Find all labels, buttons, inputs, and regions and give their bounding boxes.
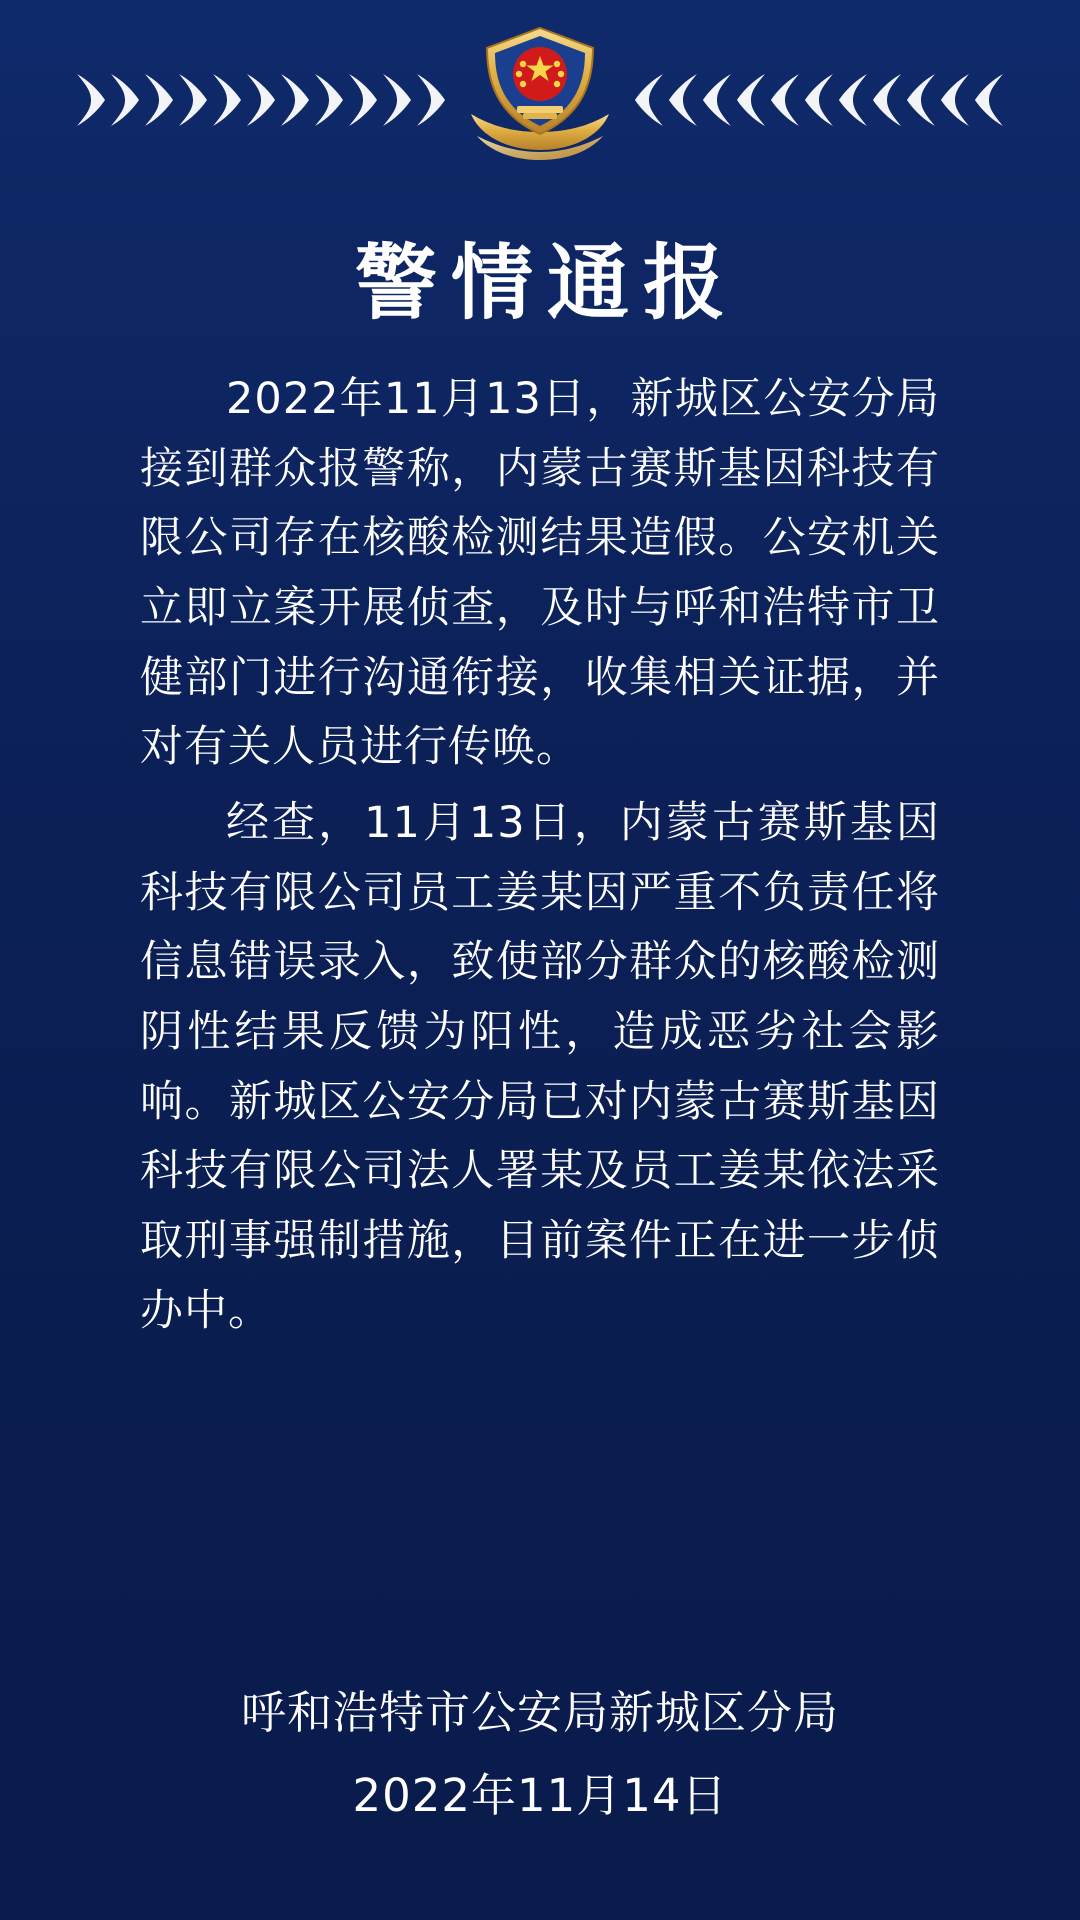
chevron-left-icon [839,74,867,126]
chevron-right-icon [383,74,411,126]
chevron-left-icon [873,74,901,126]
chevron-left-icon [669,74,697,126]
notice-paragraph: 经查，11月13日，内蒙古赛斯基因科技有限公司员工姜某因严重不负责任将信息错误录入，致使部分群众的核酸检测阴性结果反馈为阳性，造成恶劣社会影响。新城区公安分局已对内蒙古赛斯基因科技有限公司法人署某及员工姜某依法采取刑事强制措施，目前案件正在进一步侦办中。 [140,797,940,1336]
page-title: 警情通报 [354,236,739,331]
notice-body [140,365,940,1352]
chevron-right-icon [417,74,445,126]
police-emblem-icon [465,22,615,178]
chevron-left-icon [907,74,935,126]
chevron-left-icon [737,74,765,126]
chevron-right-icon [145,74,173,126]
chevron-right-icon [349,74,377,126]
chevron-right-icon [77,74,105,126]
right-chevron-ornament [635,70,1003,130]
left-chevron-ornament [77,70,445,130]
chevron-left-icon [703,74,731,126]
chevron-right-icon [247,74,275,126]
issuing-organization: 呼和浩特市公安局新城区分局 [240,1686,839,1739]
header-ornament-band [0,0,1080,200]
chevron-left-icon [975,74,1003,126]
chevron-right-icon [213,74,241,126]
notice-paragraph: 2022年11月13日，新城区公安分局接到群众报警称，内蒙古赛斯基因科技有限公司存在核酸检测结果造假。公安机关立即立案开展侦查，及时与呼和浩特市卫健部门进行沟通衔接，收集相关证据，并对有关人员进行传唤。 [140,374,940,773]
chevron-right-icon [315,74,343,126]
issue-date: 2022年11月14日 [352,1769,728,1822]
chevron-right-icon [179,74,207,126]
chevron-left-icon [771,74,799,126]
chevron-left-icon [805,74,833,126]
chevron-left-icon [635,74,663,126]
signature-block [0,1676,1080,1824]
chevron-left-icon [941,74,969,126]
chevron-right-icon [281,74,309,126]
chevron-right-icon [111,74,139,126]
